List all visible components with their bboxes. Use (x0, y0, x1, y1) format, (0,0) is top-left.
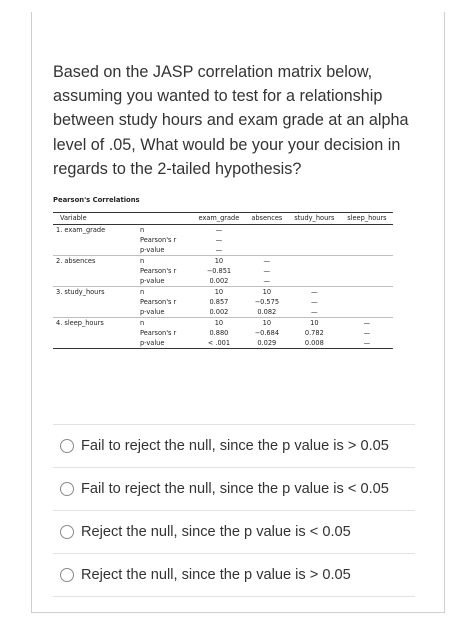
value-cell: 0.002 (209, 308, 229, 316)
statistic-cell: Pearson's r (140, 267, 177, 275)
answer-option[interactable] (53, 424, 415, 468)
answer-option-label: Fail to reject the null, since the p value is > 0.05 (81, 438, 389, 454)
value-cell (341, 287, 393, 298)
table-row (53, 245, 393, 256)
table-header-row (53, 213, 393, 225)
variable-cell (53, 235, 136, 245)
value-cell (341, 235, 393, 245)
value-cell: 10 (246, 318, 288, 329)
value-cell (288, 245, 341, 256)
statistic-cell: p-value (140, 308, 165, 316)
radio-button[interactable] (60, 525, 74, 539)
value-cell: — (341, 338, 393, 349)
value-cell: 0.857 (209, 298, 229, 306)
table-row (53, 318, 393, 329)
statistic-cell: Pearson's r (140, 329, 177, 337)
variable-cell: 3. study_hours (53, 287, 136, 298)
header-cell: study_hours (288, 213, 341, 225)
value-cell: 0.880 (209, 329, 229, 337)
header-cell (136, 213, 192, 225)
table-row (53, 256, 393, 267)
value-cell (246, 235, 288, 245)
table-row (53, 328, 393, 338)
header-cell: exam_grade (192, 213, 246, 225)
table-body (53, 225, 393, 349)
table-row (53, 266, 393, 276)
value-cell: — (288, 287, 341, 298)
header-cell: sleep_hours (341, 213, 393, 225)
value-cell: — (246, 256, 288, 267)
value-cell: 10 (192, 256, 246, 267)
answer-option[interactable] (53, 554, 415, 597)
value-cell: 10 (192, 287, 246, 298)
value-cell: < .001 (192, 338, 246, 349)
variable-cell (53, 266, 136, 276)
value-cell: — (311, 298, 318, 306)
value-cell (288, 225, 341, 236)
value-cell: −0.575 (254, 298, 280, 306)
statistic-cell: n (136, 256, 192, 267)
radio-button[interactable] (60, 439, 74, 453)
value-cell: −0.851 (206, 267, 232, 275)
value-cell: −0.684 (254, 329, 280, 337)
value-cell (288, 256, 341, 267)
statistic-cell: n (136, 287, 192, 298)
value-cell: 0.082 (257, 308, 277, 316)
value-cell: — (363, 329, 371, 337)
table-row (53, 297, 393, 307)
statistic-cell: p-value (140, 277, 165, 285)
value-cell: — (215, 226, 223, 234)
table-row (53, 307, 393, 318)
radio-button[interactable] (60, 568, 74, 582)
table-title: Pearson's Correlations (53, 196, 140, 204)
variable-cell (53, 297, 136, 307)
radio-button[interactable] (60, 482, 74, 496)
value-cell (246, 225, 288, 236)
statistic-cell: p-value (136, 338, 192, 349)
value-cell: — (215, 236, 223, 244)
value-cell: — (341, 318, 393, 329)
correlation-table-image (53, 196, 393, 349)
value-cell: 10 (288, 318, 341, 329)
variable-cell (53, 276, 136, 287)
variable-cell (53, 338, 136, 349)
table-row (53, 287, 393, 298)
variable-cell: 1. exam_grade (56, 226, 106, 234)
value-cell: 0.782 (304, 329, 324, 337)
value-cell (341, 297, 393, 307)
value-cell: — (215, 246, 223, 254)
answer-option[interactable] (53, 468, 415, 511)
value-cell (246, 245, 288, 256)
value-cell (288, 266, 341, 276)
value-cell (288, 276, 341, 287)
answer-option-label: Reject the null, since the p value is > 0.05 (81, 567, 351, 583)
value-cell (288, 235, 341, 245)
table-row (53, 235, 393, 245)
value-cell: 0.029 (246, 338, 288, 349)
statistic-cell: p-value (140, 246, 165, 254)
value-cell: 10 (246, 287, 288, 298)
value-cell (341, 245, 393, 256)
value-cell: — (311, 308, 318, 316)
variable-cell (53, 307, 136, 318)
table-row (53, 338, 393, 349)
value-cell (341, 225, 393, 236)
value-cell (341, 256, 393, 267)
table-row (53, 225, 393, 236)
answer-option-label: Reject the null, since the p value is < 0.05 (81, 524, 351, 540)
question-text: Based on the JASP correlation matrix below, assuming you wanted to test for a relationship between study hours and exam grade at an alpha level of .05, What would be your your decision in regards to the 2-tailed hypothesis? (53, 63, 409, 178)
value-cell: 0.008 (288, 338, 341, 349)
value-cell: — (263, 277, 271, 285)
value-cell (341, 266, 393, 276)
value-cell (341, 307, 393, 318)
statistic-cell: Pearson's r (140, 236, 177, 244)
value-cell: — (263, 267, 271, 275)
answer-option[interactable] (53, 511, 415, 554)
variable-cell: 4. sleep_hours (53, 318, 136, 329)
variable-cell (53, 328, 136, 338)
statistic-cell: n (140, 226, 145, 234)
header-cell: absences (246, 213, 288, 225)
correlation-table (53, 212, 393, 349)
answer-options (53, 424, 415, 597)
statistic-cell: n (136, 318, 192, 329)
answer-option-label: Fail to reject the null, since the p value is < 0.05 (81, 481, 389, 497)
value-cell: 0.002 (209, 277, 229, 285)
header-cell: Variable (53, 213, 136, 225)
value-cell: 10 (192, 318, 246, 329)
variable-cell: 2. absences (53, 256, 136, 267)
variable-cell (53, 245, 136, 256)
value-cell (341, 276, 393, 287)
statistic-cell: Pearson's r (140, 298, 177, 306)
table-row (53, 276, 393, 287)
